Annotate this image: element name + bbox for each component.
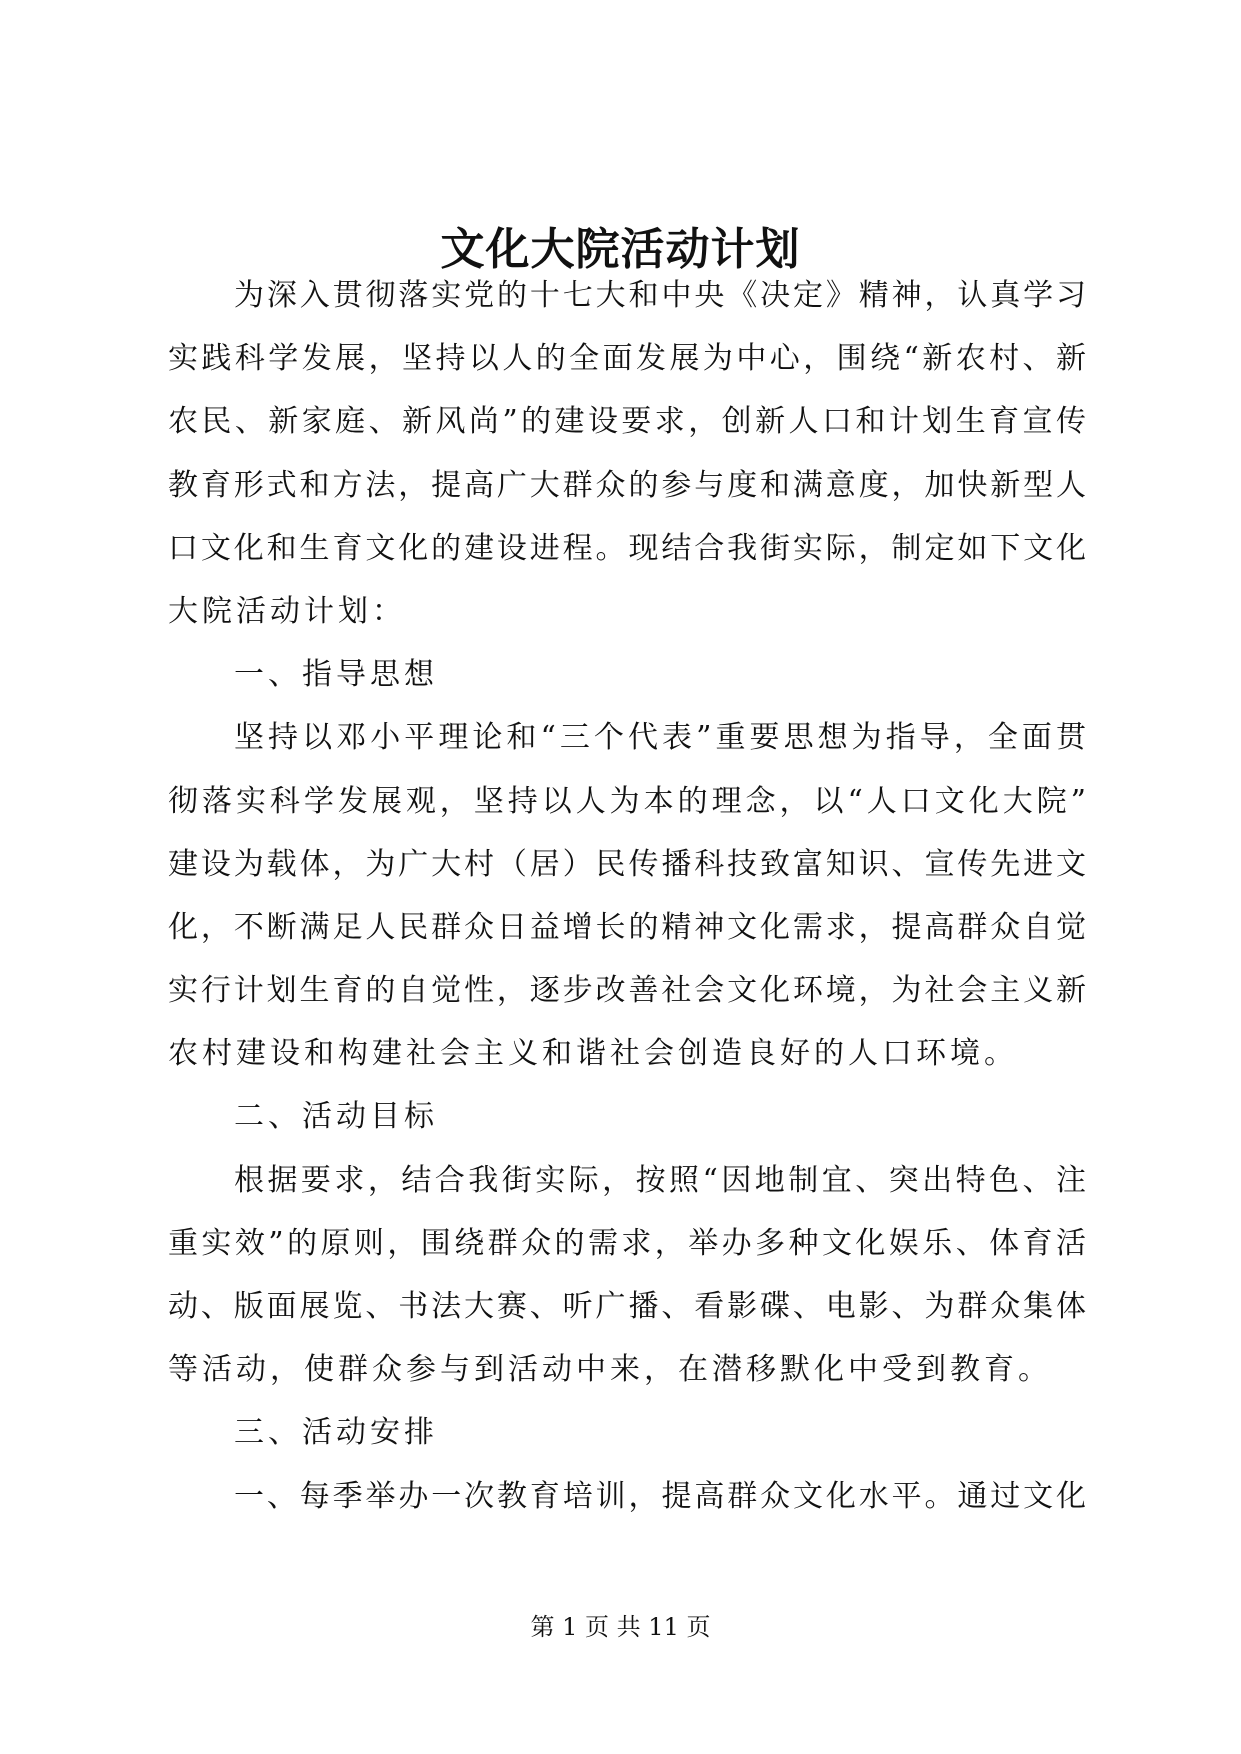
paragraph-line: 坚持以邓小平理论和“三个代表”重要思想为指导，全面贯 <box>234 720 1086 756</box>
paragraph-line: 农村建设和构建社会主义和谐社会创造良好的人口环境。 <box>168 1036 1018 1072</box>
paragraph-line: 教育形式和方法，提高广大群众的参与度和满意度，加快新型人 <box>168 467 1086 503</box>
section-heading: 三、活动安排 <box>234 1415 438 1451</box>
paragraph-line: 等活动，使群众参与到活动中来，在潜移默化中受到教育。 <box>168 1352 1052 1388</box>
paragraph-line: 化，不断满足人民群众日益增长的精神文化需求，提高群众自觉 <box>168 909 1086 945</box>
paragraph-line: 大院活动计划： <box>168 593 406 629</box>
paragraph-line: 口文化和生育文化的建设进程。现结合我街实际，制定如下文化 <box>168 530 1086 566</box>
section-heading: 二、活动目标 <box>234 1099 438 1135</box>
document-body <box>168 264 1086 1528</box>
paragraph-line: 为深入贯彻落实党的十七大和中央《决定》精神，认真学习 <box>234 278 1086 313</box>
paragraph-line: 根据要求，结合我街实际，按照“因地制宜、突出特色、注 <box>234 1162 1086 1198</box>
page-footer: 第 1 页 共 11 页 <box>530 1613 711 1641</box>
paragraph-line: 动、版面展览、书法大赛、听广播、看影碟、电影、为群众集体 <box>168 1289 1086 1324</box>
document-title: 文化大院活动计划 <box>440 224 801 275</box>
paragraph-line: 建设为载体，为广大村（居）民传播科技致富知识、宣传先进文 <box>168 846 1086 882</box>
paragraph-line: 重实效”的原则，围绕群众的需求，举办多种文化娱乐、体育活 <box>168 1225 1086 1261</box>
paragraph-line: 一、每季举办一次教育培训，提高群众文化水平。通过文化 <box>234 1478 1086 1514</box>
paragraph-line: 农民、新家庭、新风尚”的建设要求，创新人口和计划生育宣传 <box>168 404 1086 440</box>
paragraph-line: 彻落实科学发展观，坚持以人为本的理念，以“人口文化大院” <box>168 783 1086 819</box>
paragraph-line: 实行计划生育的自觉性，逐步改善社会文化环境，为社会主义新 <box>168 973 1086 1009</box>
section-heading: 一、指导思想 <box>234 657 438 693</box>
paragraph-line: 实践科学发展，坚持以人的全面发展为中心，围绕“新农村、新 <box>168 341 1086 377</box>
